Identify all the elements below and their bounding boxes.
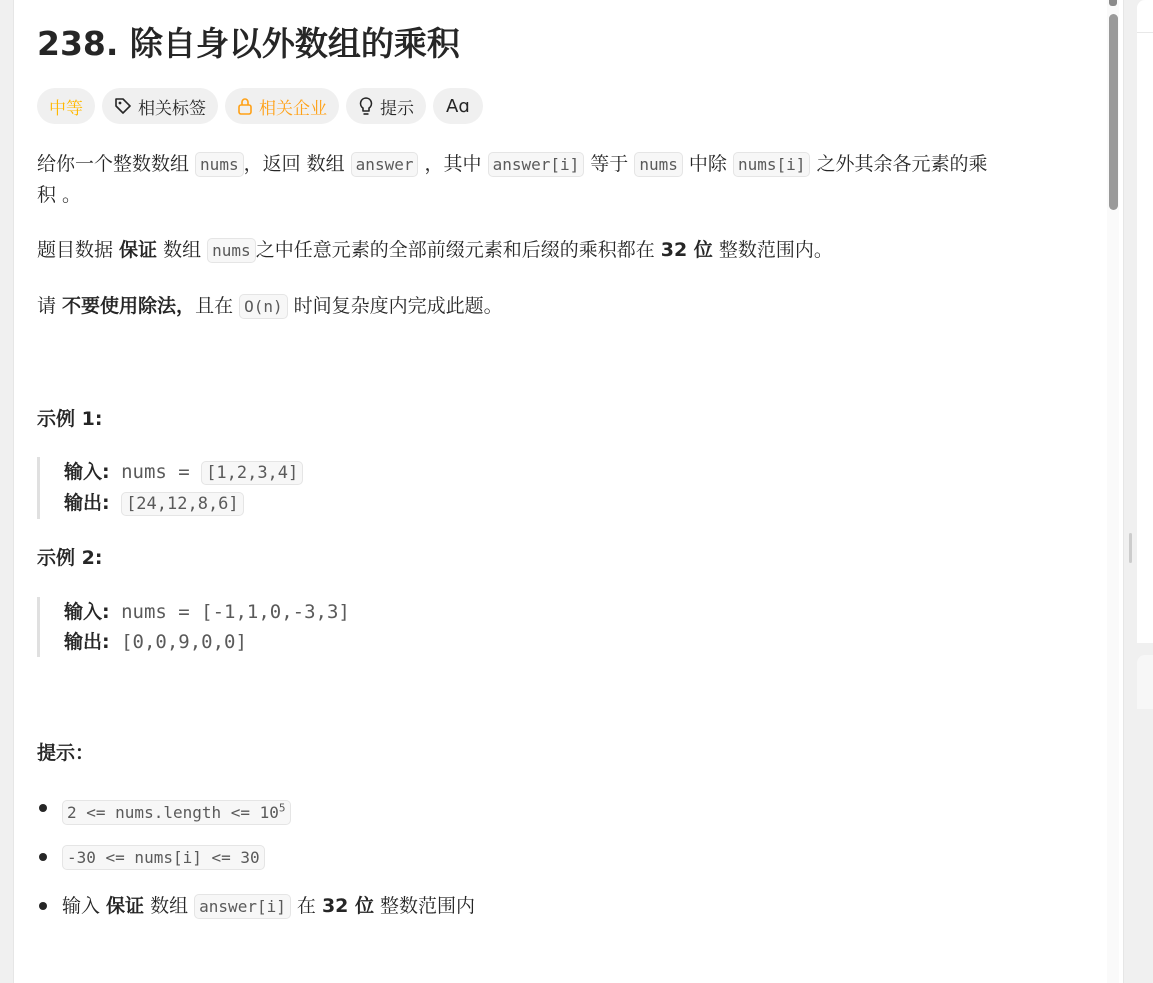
example-1-output: 输出: [24,12,8,6] xyxy=(64,488,303,519)
inline-code: [1,2,3,4] xyxy=(201,461,303,485)
constraints-heading: 提示： xyxy=(37,742,95,764)
tag-icon xyxy=(114,97,132,115)
related-companies-button[interactable] xyxy=(225,88,339,124)
list-item: 输入 保证 数组 answer[i] 在 32 位 整数范围内 xyxy=(37,884,475,933)
lightbulb-icon xyxy=(358,96,374,116)
inline-code: 2 <= nums.length <= $10^5$ xyxy=(62,800,291,825)
translate-icon: Aɑ xyxy=(446,95,470,117)
description-paragraph-2: 题目数据 保证 数组 nums 之中任意元素的全部前缀元素和后缀的乘积都在 32 位 整数范围内。 xyxy=(37,239,833,261)
divider xyxy=(1137,32,1153,33)
example-1-block xyxy=(37,457,303,519)
difficulty-badge xyxy=(37,88,95,124)
constraints-list xyxy=(37,786,475,933)
example-1-input: 输入: nums = [1,2,3,4] xyxy=(64,457,303,488)
scrollbar-thumb[interactable] xyxy=(1109,14,1118,210)
description-paragraph-1: 给你一个整数数组 nums ，返回 数组 answer ，其中 answer[i] 等于 nums 中除 nums[i] 之外其余各元素的乘 积 。 xyxy=(37,153,988,206)
inline-code: -30 <= nums[i] <= 30 xyxy=(62,845,265,870)
test-panel-edge xyxy=(1137,655,1153,709)
inline-code: answer xyxy=(351,152,419,177)
inline-code: nums xyxy=(207,238,256,263)
scroll-up-arrow[interactable] xyxy=(1109,0,1117,6)
description-paragraph-3: 请 不要使用除法，且在 O(n) 时间复杂度内完成此题。 xyxy=(37,295,503,317)
example-2-input: 输入: nums = [-1,1,0,-3,3] xyxy=(64,601,350,623)
list-item xyxy=(37,786,475,835)
hint-label: 提示 xyxy=(380,98,414,119)
inline-code: answer[i] xyxy=(488,152,585,177)
tag-row xyxy=(37,88,483,124)
example-2-heading: 示例 2: xyxy=(37,547,103,569)
related-tags-button[interactable] xyxy=(102,88,218,124)
list-item xyxy=(37,835,475,884)
problem-title[interactable]: 238. 除自身以外数组的乘积 xyxy=(37,24,460,63)
difficulty-label: 中等 xyxy=(49,98,83,119)
code-editor-panel-edge xyxy=(1137,0,1153,643)
translate-button[interactable] xyxy=(433,88,483,124)
problem-description-panel[interactable] xyxy=(13,0,1124,983)
related-tags-label: 相关标签 xyxy=(138,98,206,119)
hint-button[interactable] xyxy=(346,88,426,124)
inline-code: O(n) xyxy=(239,294,288,319)
inline-code: answer[i] xyxy=(194,894,291,919)
lock-icon xyxy=(237,97,253,115)
vertical-scrollbar[interactable] xyxy=(1107,0,1119,983)
example-2-output: 输出: [0,0,9,0,0] xyxy=(64,631,247,653)
inline-code: nums xyxy=(634,152,683,177)
example-1-heading: 示例 1: xyxy=(37,408,103,430)
related-companies-label: 相关企业 xyxy=(259,98,327,119)
inline-code: [24,12,8,6] xyxy=(121,492,244,516)
panel-resize-handle[interactable] xyxy=(1129,533,1132,563)
example-2-block xyxy=(37,597,350,657)
inline-code: nums[i] xyxy=(733,152,810,177)
inline-code: nums xyxy=(195,152,244,177)
